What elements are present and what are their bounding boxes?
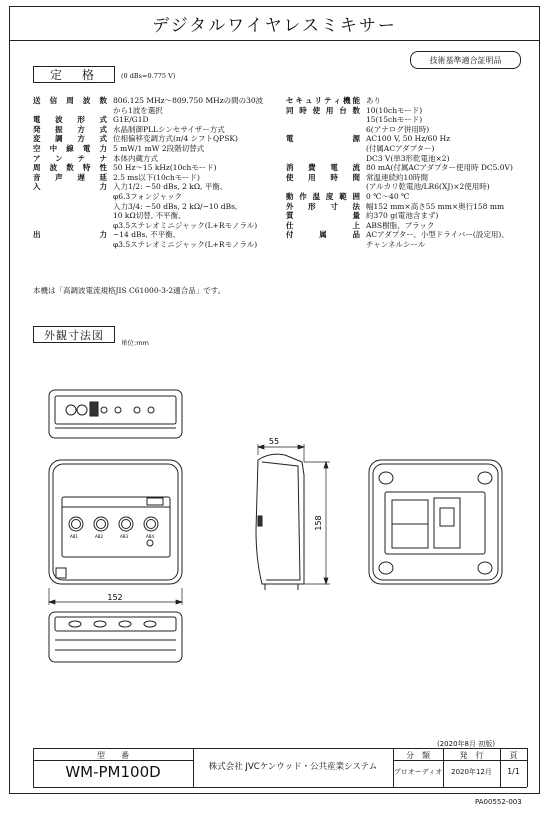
spec-value: φ3.5ステレオミニジャック(L+Rモノラル) [113, 220, 258, 230]
company-name: 株式会社 JVCケンウッド・公共産業システム [208, 762, 378, 772]
document-code: PA00552-003 [475, 798, 522, 806]
spec-key: 発 振 方 式 [33, 124, 107, 134]
issue-value: 2020年12月 [451, 768, 492, 776]
spec-value: 入力3/4: −50 dBs, 2 kΩ/−10 dBs, [113, 201, 238, 211]
edition-text: (2020年8月 初版) [437, 740, 495, 748]
spec-key: 電 源 [286, 134, 360, 144]
spec-note: (0 dBs=0.775 V) [121, 72, 176, 80]
spec-value: AC100 V, 50 Hz/60 Hz [366, 134, 451, 144]
class-header: 分 類 [406, 751, 430, 760]
model-number: WM-PM100D [65, 763, 161, 781]
spec-value: 2.5 ms以下(10chモード) [113, 172, 200, 182]
spec-value: (付属ACアダプター) [366, 143, 435, 153]
spec-key: 使 用 時 間 [286, 172, 360, 182]
spec-value: −14 dBs, 不平衡、 [113, 230, 181, 240]
spec-key: 周 波 数 特 性 [33, 163, 107, 173]
spec-value: 常温連続約10時間 [366, 172, 429, 182]
spec-key: 変 調 方 式 [33, 134, 107, 144]
spec-value: ACアダプター、小型ドライバー(設定用)、 [366, 230, 509, 240]
knob3-label: AB3 [119, 534, 129, 539]
spec-key: 出 力 [33, 230, 107, 240]
spec-value: φ6.3フォンジャック [113, 191, 182, 201]
spec-key: 入 力 [33, 182, 107, 192]
spec-key: 電 波 形 式 [33, 115, 107, 125]
dimensions-unit: 単位:mm [121, 339, 149, 347]
height-label: 158 [314, 515, 323, 531]
spec-value: φ3.5ステレオミニジャック(L+Rモノラル) [113, 239, 258, 249]
spec-value: チャンネルシール [366, 239, 426, 249]
spec-value: 幅152 mm×高さ55 mm×奥行158 mm [366, 201, 505, 211]
top-view-drawing [49, 390, 182, 438]
spec-value: 6(アナログ併用時) [366, 124, 430, 134]
compliance-note: 本機は「高調波電流規格JIS C61000-3-2適合品」です。 [33, 286, 226, 295]
spec-key: 外 形 寸 法 [286, 201, 360, 211]
spec-value: 水晶制御PLLシンセサイザー方式 [113, 124, 225, 134]
depth-label: 55 [268, 437, 280, 446]
spec-value: 10(10chモード) [366, 105, 423, 115]
spec-key: 質 量 [286, 211, 360, 221]
spec-value: 806.125 MHz〜809.750 MHzの間の30波 [113, 96, 264, 105]
spec-value: (アルカリ乾電池/LR6(XJ)×2使用時) [366, 182, 490, 192]
spec-value: 約370 g(電池含まず) [366, 211, 439, 221]
spec-value: 10 kΩ切替, 不平衡、 [113, 211, 186, 221]
spec-key: 動 作 温 度 範 囲 [286, 191, 360, 201]
spec-value: 入力1/2: −50 dBs, 2 kΩ, 平衡、 [113, 182, 228, 192]
page-header: 頁 [509, 751, 518, 760]
class-value: プロオーディオ [393, 768, 443, 776]
spec-value: G1E/G1D [113, 115, 149, 125]
dimensions-section-label: 外観寸法図 [33, 326, 115, 343]
spec-section-label: 定 格 [33, 66, 115, 83]
spec-key: 付 属 品 [286, 230, 360, 240]
spec-value: あり [366, 96, 381, 105]
width-label: 152 [107, 593, 123, 602]
spec-key: 音 声 遅 延 [33, 172, 107, 182]
page-value: 1/1 [507, 767, 520, 776]
knob4-label: AB4 [145, 534, 155, 539]
depth-dimension-line [258, 444, 304, 462]
knob1-label: AB1 [69, 534, 79, 539]
spec-key: 送 信 周 波 数 [33, 96, 107, 105]
spec-key: ア ン テ ナ [33, 153, 107, 163]
spec-key: 同 時 使 用 台 数 [286, 105, 360, 115]
spec-key: 空 中 線 電 力 [33, 143, 107, 153]
spec-value: 50 Hz〜15 kHz(10chモード) [113, 163, 217, 173]
spec-value: 位相偏移変調方式(π/4 シフトQPSK) [113, 134, 238, 144]
spec-key: セ キ ュ リ テ ィ 機 能 [286, 96, 360, 105]
spec-value: ABS樹脂、ブラック [366, 220, 435, 230]
page-title: デジタルワイヤレスミキサー [9, 6, 540, 41]
spec-key: 仕 上 [286, 220, 360, 230]
spec-value: 0 ℃〜40 ℃ [366, 191, 410, 201]
spec-value: 本体内蔵方式 [113, 153, 158, 163]
spec-value: から1波を選択 [113, 105, 163, 115]
bottom-view-drawing [49, 612, 182, 662]
spec-value: 5 mW/1 mW 2段階切替式 [113, 143, 205, 153]
side-view-drawing [256, 454, 304, 590]
knob2-label: AB2 [94, 534, 104, 539]
front-view-drawing [49, 460, 182, 584]
spec-value: 15(15chモード) [366, 115, 423, 125]
model-header: 型 番 [97, 751, 129, 760]
certification-badge: 技術基準適合証明品 [410, 51, 521, 69]
issue-header: 発 行 [459, 751, 484, 760]
back-view-drawing [369, 460, 502, 584]
spec-value: 80 mA(付属ACアダプター使用時 DC5.0V) [366, 163, 513, 173]
spec-value: DC3 V(単3形乾電池×2) [366, 153, 450, 163]
spec-key: 消 費 電 流 [286, 163, 360, 173]
